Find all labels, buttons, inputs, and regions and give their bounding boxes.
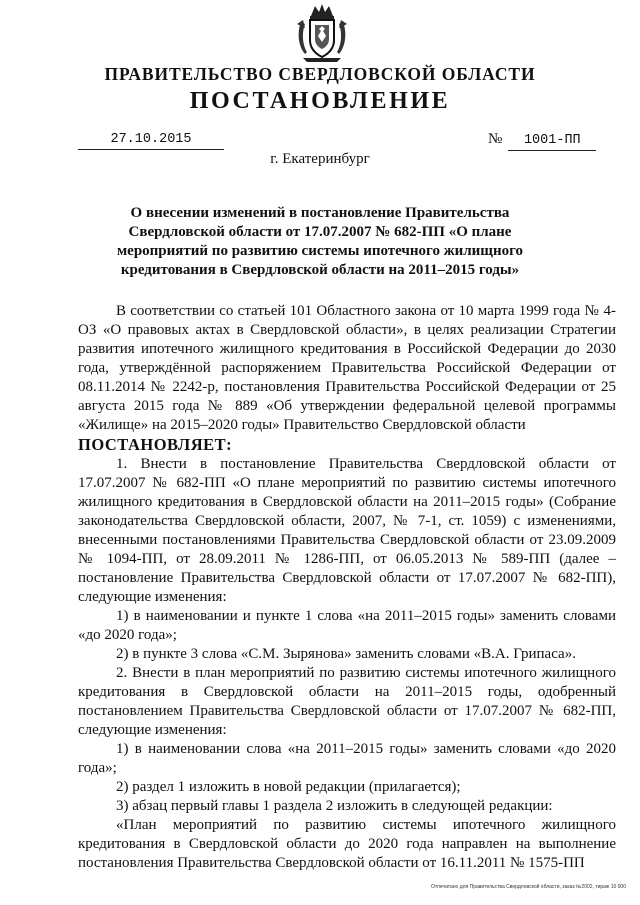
clause-2-item-3: 3) абзац первый главы 1 раздела 2 изложить в следующей редакции: bbox=[116, 798, 553, 814]
clause-1-item-1: 1) в наименовании и пункте 1 слова «на 2011–2015 годы» заменить словами «до 2020 года»; bbox=[78, 608, 616, 643]
preamble-paragraph: В соответствии со статьей 101 Областного закона от 10 марта 1999 года № 4-ОЗ «О правовых актах в Свердловской области», в целях реализации Стратегии развития ипотечного жилищного кредитования в Российской Федерации до 2030 года, утверждённой распоряжением Правительства Российской Федерации от 08.11.2014 № 2242-р, постановления Правительства Российской Федерации от 25 августа 2015 года № 889 «Об утверждении федеральной целевой программы «Жилище» на 2015–2020 годы» Правительство Свердловской области bbox=[78, 303, 616, 433]
document-date: 27.10.2015 bbox=[78, 132, 224, 150]
document-body bbox=[78, 302, 616, 873]
clause-2-item-2: 2) раздел 1 изложить в новой редакции (прилагается); bbox=[116, 779, 461, 795]
clause-2: 2. Внести в план мероприятий по развитию системы ипотечного жилищного кредитования в Свердловской области на 2011–2015 годы, одобренный постановлением Правительства Свердловской области от 17.07.2007 № 682-ПП, следующие изменения: bbox=[78, 665, 616, 738]
document-number bbox=[488, 130, 596, 151]
number-label: № bbox=[488, 131, 503, 147]
document-type: ПОСТАНОВЛЕНИЕ bbox=[189, 88, 451, 114]
print-footer: Отпечатано для Правительства Свердловской области, заказ №2002, тираж 10 000 bbox=[430, 884, 626, 890]
clause-2-item-1: 1) в наименовании слова «на 2011–2015 годы» заменить словами «до 2020 года»; bbox=[78, 741, 616, 776]
quoted-text: «План мероприятий по развитию системы ипотечного жилищного кредитования в Свердловской области до 2020 года направлен на выполнение постановления Правительства Свердловской области от 16.11.2011 № 1575-ПП bbox=[78, 817, 616, 871]
clause-1-item-2: 2) в пункте 3 слова «С.М. Зырянова» заменить словами «В.А. Грипаса». bbox=[116, 646, 576, 662]
document-title: О внесении изменений в постановление Правительства Свердловской области от 17.07.2007 № 682-ПП «О плане мероприятий по развитию системы ипотечного жилищного кредитования в Свердловской области на 2011–2015 годы» bbox=[116, 205, 524, 278]
coat-of-arms-icon bbox=[293, 2, 351, 64]
city: г. Екатеринбург bbox=[270, 151, 370, 167]
number-value: 1001-ПП bbox=[508, 132, 596, 151]
organization-name: ПРАВИТЕЛЬСТВО СВЕРДЛОВСКОЙ ОБЛАСТИ bbox=[104, 64, 536, 84]
clause-1: 1. Внести в постановление Правительства Свердловской области от 17.07.2007 № 682-ПП «О плане мероприятий по развитию системы ипотечного жилищного кредитования в Свердловской области на 2011–2015 годы» (Собрание законодательства Свердловской области, 2007, № 7-1, ст. 1059) с изменениями, внесенными постановлениями Правительства Свердловской области от 23.09.2009 № 1094-ПП, от 28.09.2011 № 1286-ПП, от 06.05.2013 № 589-ПП (далее – постановление Правительства Свердловской области от 17.07.2007 № 682-ПП), следующие изменения: bbox=[78, 456, 616, 605]
resolves-heading: ПОСТАНОВЛЯЕТ: bbox=[78, 435, 233, 454]
